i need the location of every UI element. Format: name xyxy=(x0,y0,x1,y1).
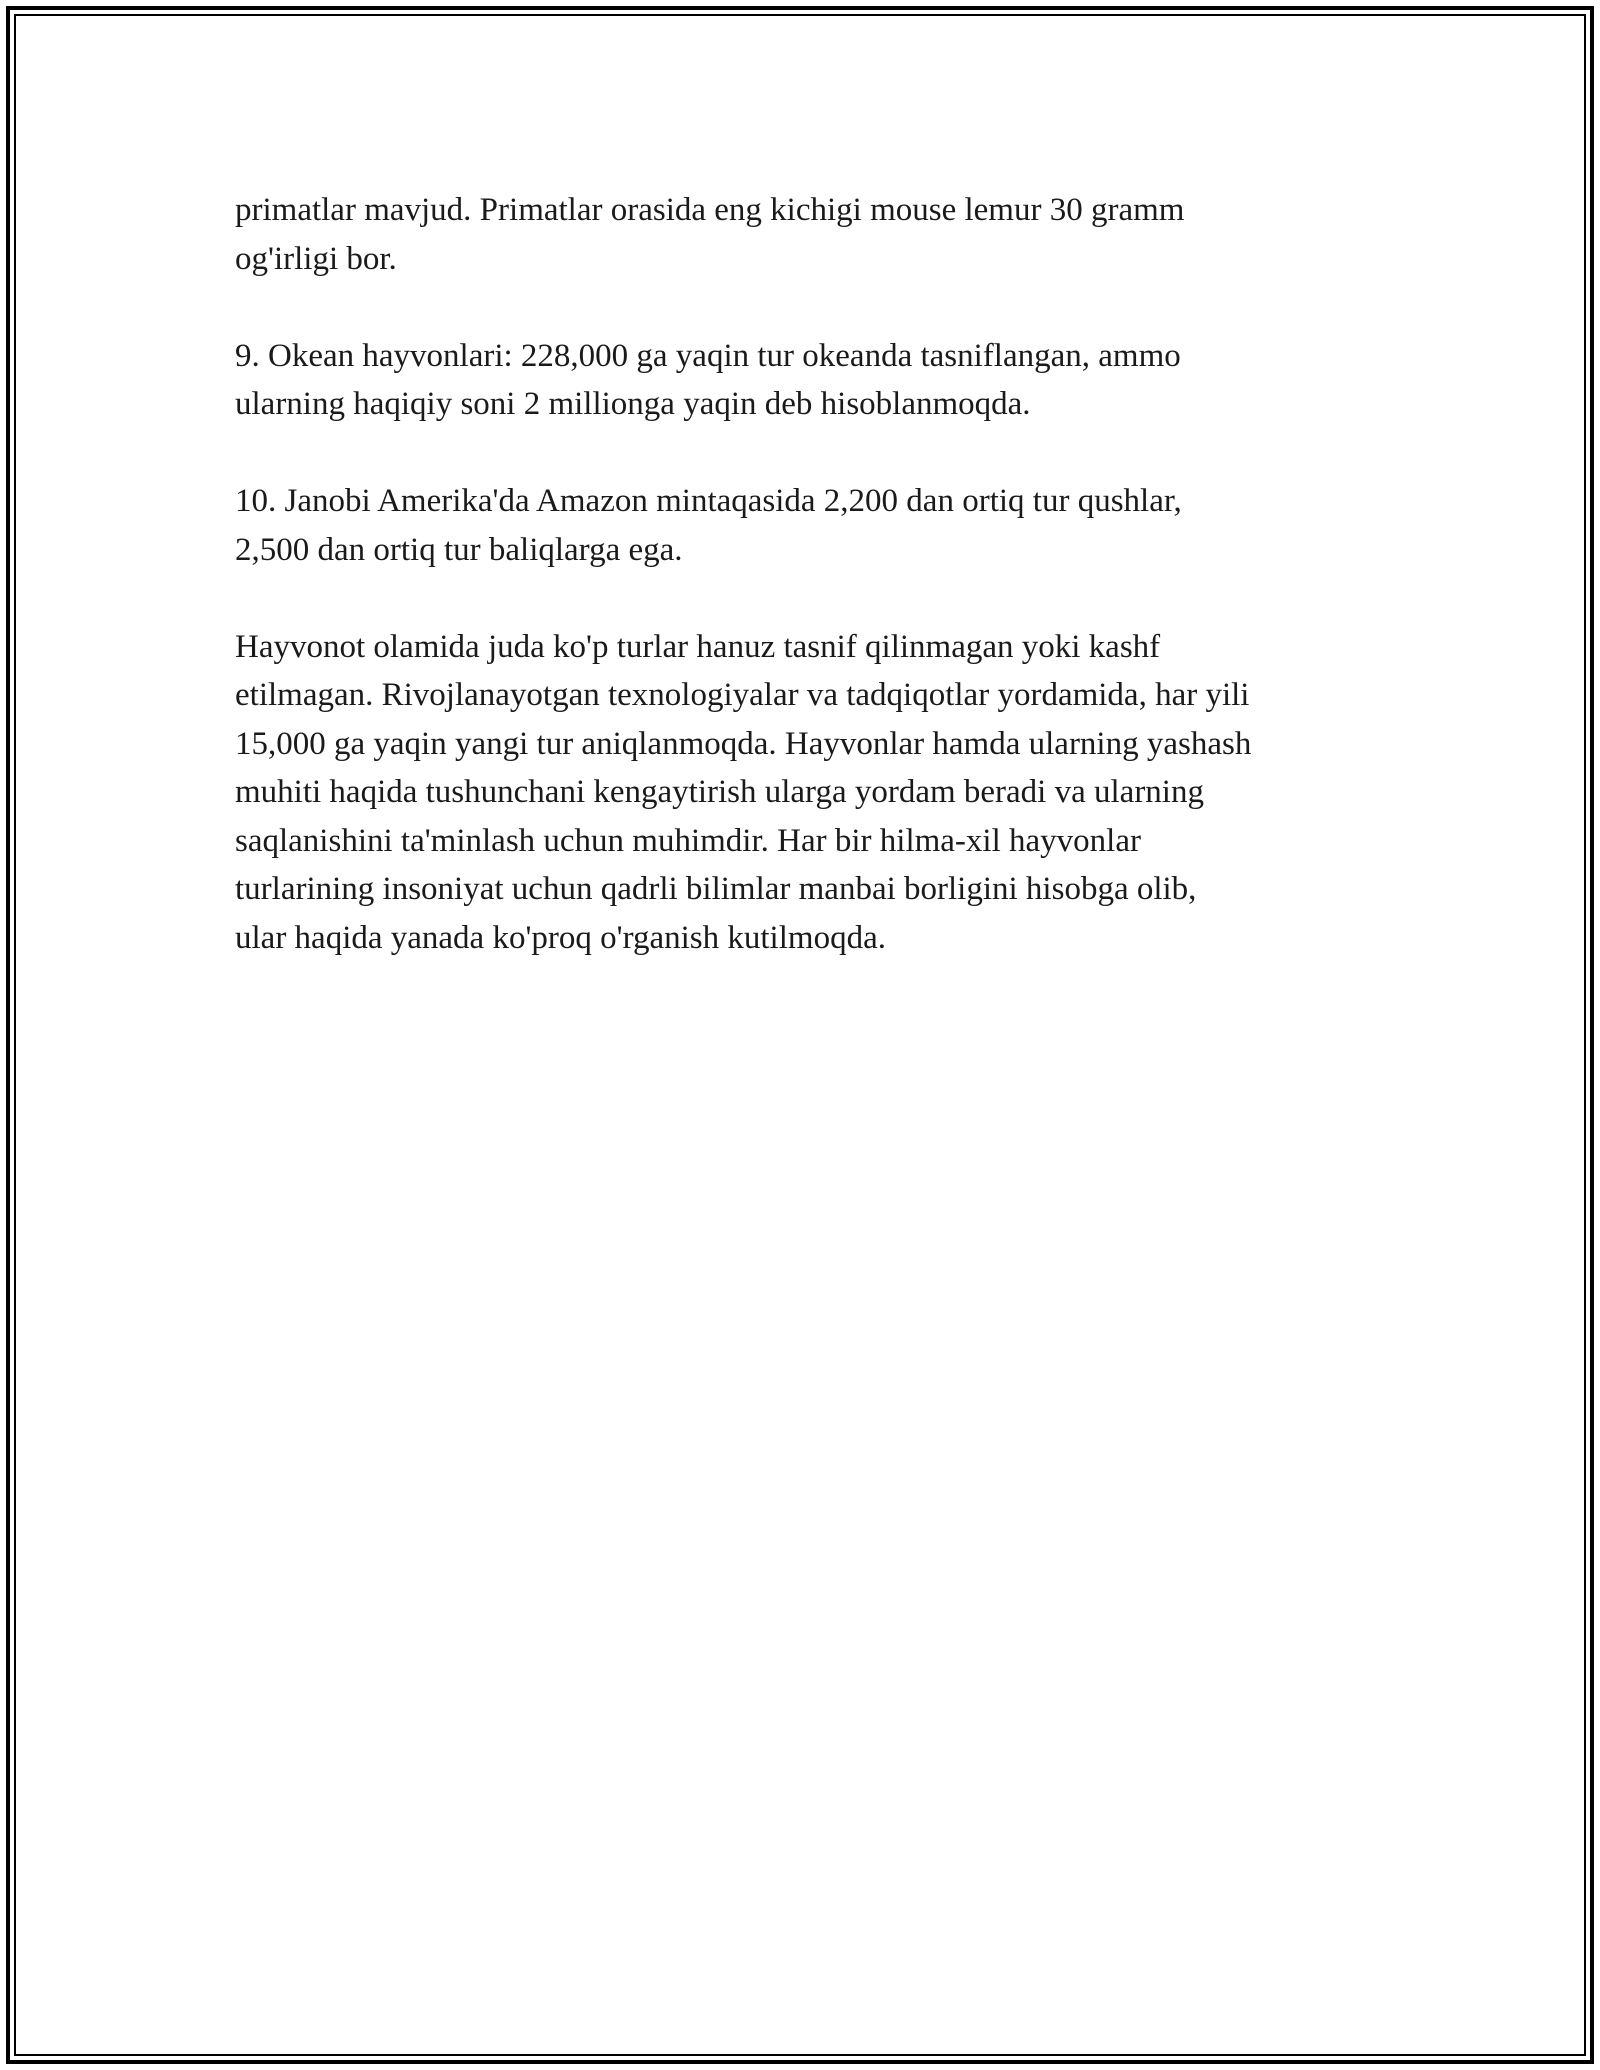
text-line: ular haqida yanada ko'proq o'rganish kutilmoqda. xyxy=(235,919,886,956)
text-line: ularning haqiqiy soni 2 millionga yaqin deb hisoblanmoqda. xyxy=(235,386,1031,422)
text-line: og'irligi bor. xyxy=(235,240,397,277)
text-line: turlarining insoniyat uchun qadrli bilimlar manbai borligini hisobga olib, xyxy=(235,871,1197,907)
text-line: etilmagan. Rivojlanayotgan texnologiyalar va tadqiqotlar yordamida, har yili xyxy=(235,677,1250,713)
list-item-10-amazon xyxy=(235,477,1375,574)
text-line: primatlar mavjud. Primatlar orasida eng kichigi mouse lemur 30 gramm xyxy=(235,192,1185,228)
paragraph-primates-continued xyxy=(235,186,1375,283)
text-line: Hayvonot olamida juda ko'p turlar hanuz tasnif qilinmagan yoki kashf xyxy=(235,628,1161,665)
text-line: muhiti haqida tushunchani kengaytirish ularga yordam beradi va ularning xyxy=(235,774,1204,810)
document-body xyxy=(235,186,1375,1011)
text-line: 9. Okean hayvonlari: 228,000 ga yaqin tur okeanda tasniflangan, ammo xyxy=(235,337,1181,374)
text-line: saqlanishini ta'minlash uchun muhimdir. Har bir hilma-xil hayvonlar xyxy=(235,822,1141,859)
text-line: 10. Janobi Amerika'da Amazon mintaqasida 2,200 dan ortiq tur qushlar, xyxy=(235,483,1182,519)
paragraph-conclusion xyxy=(235,623,1375,963)
text-line: 2,500 dan ortiq tur baliqlarga ega. xyxy=(235,531,683,568)
list-item-9-ocean-animals xyxy=(235,332,1375,429)
text-line: 15,000 ga yaqin yangi tur aniqlanmoqda. Hayvonlar hamda ularning yashash xyxy=(235,725,1252,762)
